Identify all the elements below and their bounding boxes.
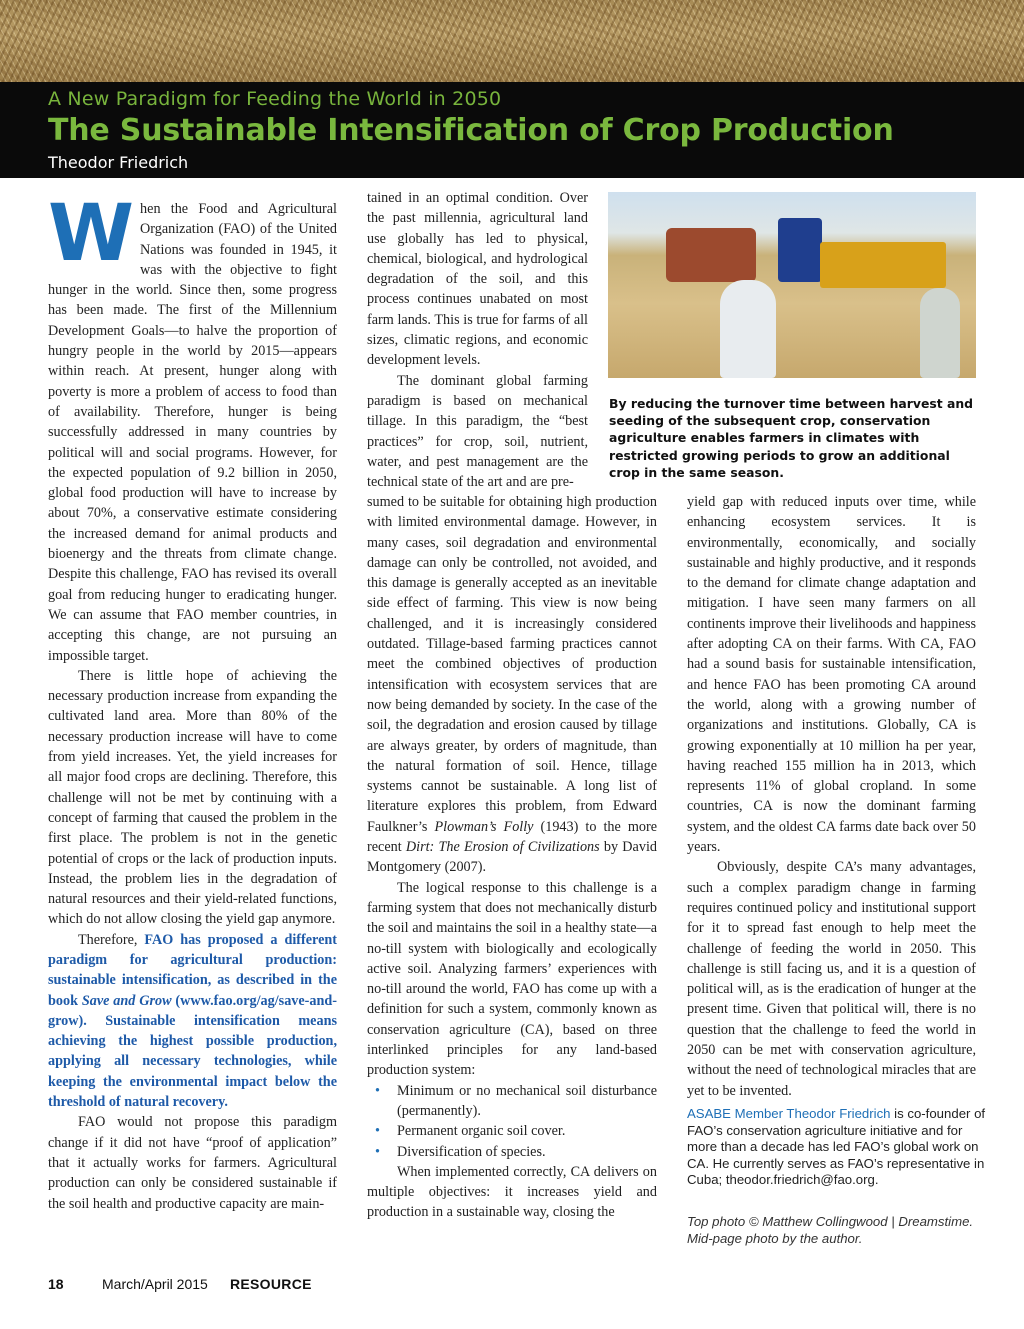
photo-credits — [687, 1214, 987, 1247]
author-bio — [687, 1106, 987, 1189]
article-kicker: A New Paradigm for Feeding the World in 2050 — [48, 88, 502, 110]
article-byline: Theodor Friedrich — [48, 153, 189, 172]
text-run: sumed to be suitable for obtaining high production with limited environmental damage. However, in many cases, soil degradation and environmental damage can only be controlled, not avoided, and this damage is generally accepted as an inevitable side effect of farming. This view is now being challenged, and it is increasingly considered outdated. Tillage-based farming practices cannot meet the combined objectives of production intensification with ecosystem services that are now being demanded by society. In the case of the soil, the degradation and erosion caused by tillage are always greater, by orders of magnitude, than the natural formation of soil. Hence, tillage systems cannot be sustainable. A long list of literature explores this problem, from Edward Faulkner’s — [367, 494, 657, 835]
text-run: (1943) to the more recent — [367, 818, 657, 856]
column-2-bottom — [367, 492, 657, 1223]
list-item: • Permanent organic soil cover. — [397, 1121, 657, 1141]
combine-harvester-shape — [666, 228, 756, 282]
column-3 — [687, 492, 976, 1101]
column-2-top — [367, 188, 588, 492]
page-number: 18 — [48, 1276, 64, 1292]
author-name: ASABE Member Theodor Friedrich — [687, 1106, 891, 1121]
paragraph — [367, 492, 657, 878]
column-1 — [48, 189, 337, 1214]
highlight-text-2: (www.fao.org/ag/save-and-grow). Sustainable intensification means achieving the highest possible production, applying all necessary technologies, while keeping the environmental impact below the threshold of natural recovery. — [48, 992, 337, 1111]
bio-text: is co-founder of FAO’s conservation agriculture initiative and for more than a decade has led FAO’s global work on CA. He currently serves as FAO’s representative in Cuba; theodor.friedrich@fao.org. — [687, 1106, 986, 1187]
credit-line: Mid-page photo by the author. — [687, 1230, 863, 1246]
photo-caption: By reducing the turnover time between harvest and seeding of the subsequent crop, conservation agriculture enables farmers in climates with restricted growing periods to grow an additional crop in the same season. — [609, 396, 974, 480]
highlight-lead: Therefore, — [78, 931, 145, 948]
farmer-figure — [720, 280, 776, 378]
book-title: Save and Grow — [81, 992, 172, 1009]
paragraph: tained in an optimal condition. Over the past millennia, agricultural land use globally has led to physical, chemical, biological, and hydrological degradation of the soil, and this process continues unabated on most farm lands. This is true for farms of all sizes, climatic regions, and economic development levels. — [367, 190, 588, 369]
paragraph: FAO would not propose this paradigm change if it did not have “proof of application” that it actually works for farmers. Agricultural production can only be considered sustainable if the soil health and productive capacity are main- — [48, 1114, 337, 1212]
list-item: • Diversification of species. — [397, 1142, 657, 1162]
drop-cap: W — [48, 189, 135, 279]
paragraph: yield gap with reduced inputs over time, while enhancing ecosystem services. It is environmentally, economically, and socially sustainable and highly productive, and it responds to the demand for climate change adaptation and mitigation. I have seen many farmers on all continents improve their livelihoods and happiness after adopting CA on their farms. With CA, FAO had a sound basis for sustainable intensification, and hence FAO has been promoting CA around the world, along with a growing number of organizations and institutions. Globally, CA is growing exponentially at 10 million ha per year, having reached 155 million ha in 2013, which represents 11% of global cropland. In some countries, CA is now the dominant farming system, and the oldest CA farms date back over 50 years. — [687, 494, 976, 856]
paragraph: When implemented correctly, CA delivers on multiple objectives: it increases yield and production in a sustainable way, closing the — [367, 1163, 657, 1221]
tractor-shape — [778, 218, 822, 282]
intro-paragraph — [48, 189, 337, 666]
credit-line: Top photo © Matthew Collingwood | Dreamstime. — [687, 1214, 974, 1229]
highlight-text: FAO has proposed a different paradigm for agricultural production: sustainable intensification, as described in the book — [48, 931, 337, 1009]
book-title: Plowman’s Folly — [434, 818, 534, 835]
farmer-figure — [920, 288, 960, 378]
header-photo-straw-field — [0, 0, 1024, 82]
paragraph: Obviously, despite CA’s many advantages, such a complex paradigm change in farming requires continued policy and institutional support for it to spread fast enough to help meet the challenge of feeding the world in 2050. This challenge is still facing us, and it is a question of political will, as is the eradication of hunger at the present time. Given that political will, there is no question that the challenge to feed the world in 2050 can be met with conservation agriculture, without the need of technological miracles that are yet to be invented. — [687, 859, 976, 1099]
article-title: The Sustainable Intensification of Crop Production — [48, 113, 894, 148]
issue-date: March/April 2015 — [102, 1276, 208, 1292]
text-run: by David Montgomery (2007). — [367, 839, 657, 876]
list-item: • Minimum or no mechanical soil disturbance (permanently). — [397, 1081, 657, 1122]
paragraph: The dominant global farming paradigm is based on mechanical tillage. In this paradigm, the “best practices” for crop, soil, nutrient, water, and pest management are the technical state of the art and are pre- — [367, 372, 588, 491]
paragraph-highlight — [48, 930, 337, 1113]
field-photo-tractor-combine — [608, 192, 976, 378]
paragraph: The logical response to this challenge is a farming system that does not mechanically disturb the soil and maintains the soil in a healthy state—a no-till system with biologically and ecologically active soil. Analyzing farmers’ experiences with no-till around the world, FAO has come up with a definition for such a system, commonly known as conservation agriculture (CA), based on three interlinked principles for any land-based production system: — [367, 879, 657, 1079]
seeder-shape — [820, 242, 946, 288]
paragraph: There is little hope of achieving the necessary production increase from expanding the cultivated land area. More than 80% of the necessary production increase will have to come from yield increases. Yet, the yield increases for all major food crops are declining. Therefore, this challenge will not be met by continuing with a concept of farming that caused the problem in the first place. The problem is not in the genetic potential of crops or the lack of production inputs. Instead, the problem lies in the degradation of natural resources and their yield-related functions, which do not allow closing the yield gap anymore. — [48, 667, 337, 928]
magazine-name: RESOURCE — [230, 1276, 312, 1292]
intro-text: hen the Food and Agricultural Organization (FAO) of the United Nations was founded in 1945, it was with the objective to fight hunger in the world. Since then, some progress has been made. The first of the Millennium Development Goals—to halve the proportion of hungry people in the world by 2015—appears within reach. At present, hunger along with poverty is more a problem of access to food than of availability. Therefore, hunger is being successfully addressed in many countries by political will and social programs. However, for the expected population of 9.2 billion in 2050, global food production will have to increase by about 70%, a conservative estimate considering the increased demand for animal products and bioenergy and the threats from climate change. Despite this challenge, FAO has revised its overall goal from reducing hunger to eradicating hunger. We can assume that FAO member countries, in accepting this change, are not pursuing an impossible target. — [48, 201, 337, 664]
principles-list — [367, 1081, 657, 1162]
book-title: Dirt: The Erosion of Civilizations — [405, 839, 600, 856]
